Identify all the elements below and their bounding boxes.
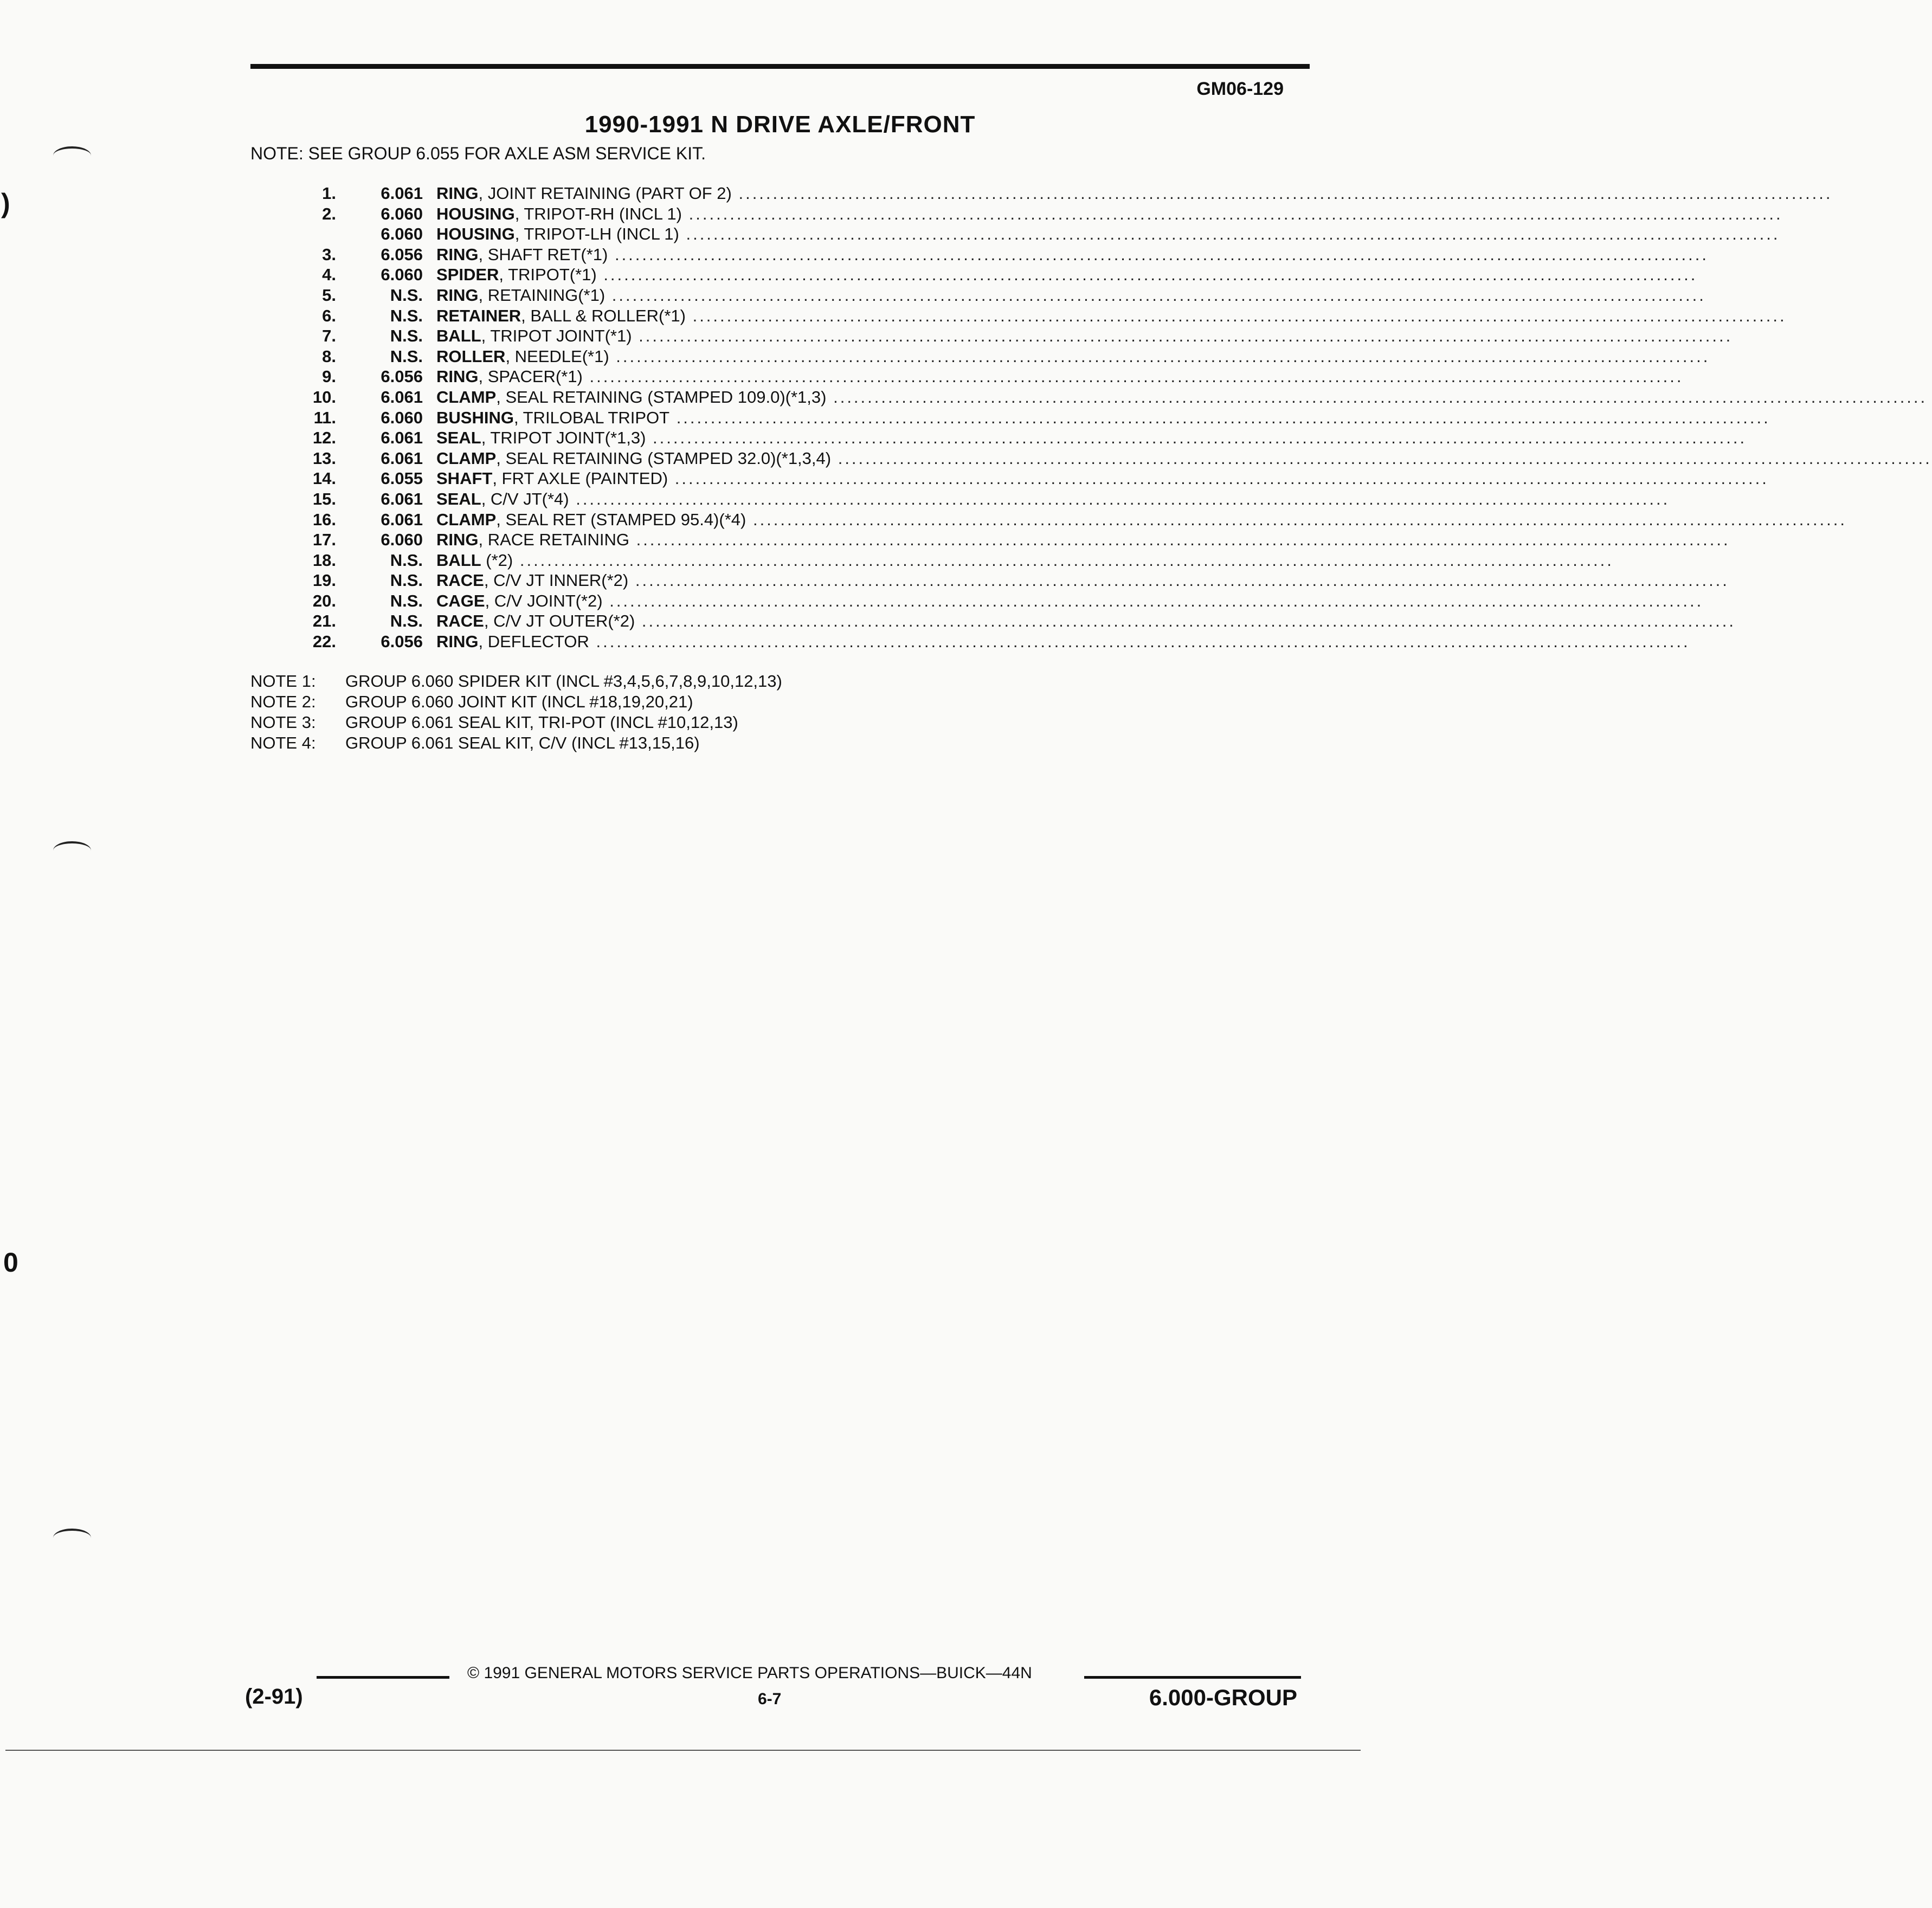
part-name: RACE — [436, 611, 484, 631]
part-group-code: N.S. — [390, 326, 423, 346]
dot-leader: ................................................................................................................................................................ — [605, 285, 1706, 305]
part-description — [436, 183, 1833, 204]
footer-copyright: © 1991 GENERAL MOTORS SERVICE PARTS OPERATIONS—BUICK—44N — [467, 1664, 1032, 1682]
dot-leader: ................................................................................................................................................................ — [669, 408, 1770, 427]
footnote-label: NOTE 3: — [250, 713, 316, 732]
dot-leader: ................................................................................................................................................................ — [831, 448, 1932, 468]
part-description — [436, 285, 1706, 306]
part-row — [282, 346, 1710, 367]
part-detail: , JOINT RETAINING (PART OF 2) — [478, 184, 732, 203]
part-number: 19. — [312, 571, 336, 590]
part-name: SHAFT — [436, 469, 493, 488]
part-name: CAGE — [436, 591, 485, 610]
part-description — [436, 265, 1698, 285]
part-number: 3. — [322, 244, 336, 264]
part-number: 15. — [312, 489, 336, 508]
dot-leader: ................................................................................................................................................................ — [629, 530, 1730, 550]
part-detail: , BALL & ROLLER(*1) — [521, 306, 686, 325]
dot-leader: ................................................................................................................................................................ — [582, 367, 1684, 386]
parts-list — [282, 183, 1932, 652]
part-description — [436, 408, 1770, 428]
footnote — [250, 712, 782, 733]
page-title: 1990-1991 N DRIVE AXLE/FRONT — [584, 111, 976, 138]
part-number: 18. — [312, 550, 336, 570]
part-description — [436, 244, 1709, 265]
dot-leader: ................................................................................................................................................................ — [746, 510, 1847, 529]
footer-date-code: (2-91) — [245, 1685, 303, 1709]
part-detail: , RACE RETAINING — [478, 530, 629, 550]
dot-leader: ................................................................................................................................................................ — [632, 326, 1733, 346]
part-group-code: N.S. — [390, 550, 423, 570]
part-description — [436, 387, 1928, 408]
part-group-code: 6.060 — [381, 204, 423, 223]
part-row — [282, 550, 1614, 571]
part-name: RING — [436, 530, 479, 550]
part-number: 17. — [312, 530, 336, 550]
part-row — [282, 244, 1709, 265]
part-row — [282, 326, 1733, 346]
bottom-rule — [5, 1750, 1361, 1751]
part-group-code: N.S. — [390, 611, 423, 631]
part-group-code: N.S. — [390, 346, 423, 366]
part-name: SPIDER — [436, 265, 499, 285]
dot-leader: ................................................................................................................................................................ — [602, 591, 1704, 610]
dot-leader: ................................................................................................................................................................ — [589, 632, 1690, 652]
part-number: 11. — [313, 408, 336, 427]
part-row — [282, 611, 1736, 631]
part-row — [282, 387, 1928, 408]
part-number: 4. — [322, 265, 336, 285]
margin-glyph-upper: ) — [1, 188, 10, 218]
part-group-code: 6.060 — [381, 265, 423, 285]
part-name: BUSHING — [436, 408, 514, 427]
part-description — [436, 468, 1769, 489]
dot-leader: ................................................................................................................................................................ — [569, 489, 1670, 508]
footer-page-number: 6-7 — [758, 1690, 782, 1708]
footnote-text: GROUP 6.060 JOINT KIT (INCL #18,19,20,21) — [345, 692, 693, 711]
part-number: 1. — [322, 184, 336, 203]
part-detail: , DEFLECTOR — [478, 632, 589, 652]
dot-leader: ................................................................................................................................................................ — [628, 571, 1729, 590]
part-detail: , RETAINING(*1) — [478, 285, 606, 305]
part-row — [282, 306, 1787, 326]
part-detail: , TRIPOT-LH (INCL 1) — [514, 224, 679, 244]
part-description — [436, 631, 1690, 652]
footnote-label: NOTE 4: — [250, 733, 316, 752]
part-description — [436, 366, 1684, 387]
part-name: CLAMP — [436, 448, 497, 468]
part-name: ROLLER — [436, 346, 506, 366]
part-row — [282, 224, 1780, 244]
dot-leader: ................................................................................................................................................................ — [731, 184, 1833, 203]
part-number: 21. — [312, 611, 336, 631]
part-group-code: 6.060 — [381, 530, 423, 550]
footnote-text: GROUP 6.060 SPIDER KIT (INCL #3,4,5,6,7,8,9,10,12,13) — [345, 672, 782, 691]
dot-leader: ................................................................................................................................................................ — [646, 428, 1747, 448]
part-detail: , TRIPOT-RH (INCL 1) — [514, 204, 682, 223]
part-name: RING — [436, 285, 479, 305]
footnote — [250, 671, 782, 692]
part-detail: , TRILOBAL TRIPOT — [513, 408, 670, 427]
part-number: 16. — [312, 510, 336, 529]
part-number: 2. — [322, 204, 336, 223]
footer-rule-left — [317, 1676, 449, 1679]
part-row — [282, 510, 1847, 530]
part-group-code: 6.056 — [381, 244, 423, 264]
part-name: RING — [436, 184, 479, 203]
dot-leader: ................................................................................................................................................................ — [685, 306, 1787, 325]
document-id: GM06-129 — [1196, 79, 1284, 99]
header-rule — [250, 64, 1310, 69]
part-detail: , FRT AXLE (PAINTED) — [492, 469, 668, 488]
part-description — [436, 530, 1730, 550]
dot-leader: ................................................................................................................................................................ — [679, 224, 1780, 244]
part-name: RING — [436, 632, 479, 652]
part-row — [282, 530, 1730, 550]
part-detail: , C/V JT OUTER(*2) — [484, 611, 635, 631]
footnote-label: NOTE 2: — [250, 692, 316, 711]
part-group-code: N.S. — [390, 285, 423, 305]
part-row — [282, 183, 1833, 204]
part-group-code: 6.060 — [381, 224, 423, 244]
part-detail: , SEAL RET (STAMPED 95.4)(*4) — [496, 510, 746, 529]
part-detail: , C/V JT(*4) — [481, 489, 569, 508]
dot-leader: ................................................................................................................................................................ — [596, 265, 1698, 285]
part-name: RING — [436, 367, 479, 386]
part-row — [282, 428, 1747, 448]
part-number: 20. — [312, 591, 336, 610]
part-detail: , C/V JT INNER(*2) — [484, 571, 629, 590]
part-detail: , NEEDLE(*1) — [505, 346, 609, 366]
part-group-code: 6.061 — [381, 428, 423, 448]
part-number: 12. — [312, 428, 336, 448]
part-number: 6. — [322, 306, 336, 325]
part-group-code: 6.061 — [381, 510, 423, 529]
part-description — [436, 448, 1932, 469]
part-detail: , SEAL RETAINING (STAMPED 32.0)(*1,3,4) — [496, 448, 832, 468]
part-name: CLAMP — [436, 510, 497, 529]
part-group-code: 6.055 — [381, 469, 423, 488]
part-detail: , TRIPOT(*1) — [499, 265, 597, 285]
part-number: 13. — [312, 448, 336, 468]
part-name: RETAINER — [436, 306, 521, 325]
part-description — [436, 224, 1780, 244]
part-name: CLAMP — [436, 387, 497, 407]
part-group-code: 6.061 — [381, 184, 423, 203]
part-description — [436, 428, 1747, 448]
header-note: NOTE: SEE GROUP 6.055 FOR AXLE ASM SERVICE KIT. — [250, 144, 706, 163]
part-description — [436, 591, 1704, 611]
part-row — [282, 265, 1698, 285]
footnote — [250, 733, 782, 753]
part-number: 8. — [322, 346, 336, 366]
binder-hole-mark — [53, 841, 91, 860]
margin-glyph-middle: 0 — [3, 1247, 18, 1278]
part-description — [436, 570, 1729, 591]
part-name: HOUSING — [436, 204, 515, 223]
part-detail: , SEAL RETAINING (STAMPED 109.0)(*1,3) — [496, 387, 827, 407]
dot-leader: ................................................................................................................................................................ — [682, 204, 1783, 223]
part-name: BALL — [436, 326, 481, 346]
footnote-label: NOTE 1: — [250, 672, 316, 691]
part-name: BALL — [436, 550, 481, 570]
part-group-code: 6.060 — [381, 408, 423, 427]
part-detail: , SPACER(*1) — [478, 367, 583, 386]
part-group-code: 6.056 — [381, 632, 423, 652]
part-description — [436, 306, 1787, 326]
part-row — [282, 468, 1769, 489]
part-description — [436, 326, 1733, 346]
part-group-code: 6.056 — [381, 367, 423, 386]
part-description — [436, 550, 1614, 571]
part-name: RACE — [436, 571, 484, 590]
part-row — [282, 570, 1729, 591]
part-row — [282, 489, 1670, 510]
part-number: 14. — [312, 469, 336, 488]
dot-leader: ................................................................................................................................................................ — [635, 611, 1736, 631]
part-detail: , TRIPOT JOINT(*1,3) — [481, 428, 646, 448]
part-name: SEAL — [436, 489, 481, 508]
footnote-text: GROUP 6.061 SEAL KIT, C/V (INCL #13,15,16) — [345, 733, 700, 752]
part-name: SEAL — [436, 428, 481, 448]
part-number: 5. — [322, 285, 336, 305]
part-description — [436, 204, 1783, 224]
part-detail: , C/V JOINT(*2) — [485, 591, 603, 610]
footnote-text: GROUP 6.061 SEAL KIT, TRI-POT (INCL #10,12,13) — [345, 713, 738, 732]
part-row — [282, 204, 1783, 224]
part-row — [282, 408, 1770, 428]
part-group-code: 6.061 — [381, 489, 423, 508]
footer-group-label: 6.000-GROUP — [1149, 1685, 1297, 1710]
notes-list — [250, 671, 782, 753]
dot-leader: ................................................................................................................................................................ — [668, 469, 1769, 488]
part-row — [282, 448, 1932, 469]
footer-rule-right — [1084, 1676, 1301, 1679]
part-row — [282, 285, 1706, 306]
part-description — [436, 510, 1847, 530]
part-description — [436, 346, 1710, 367]
part-number: 9. — [322, 367, 336, 386]
footnote — [250, 692, 782, 712]
part-description — [436, 611, 1736, 631]
part-detail: , TRIPOT JOINT(*1) — [481, 326, 632, 346]
part-group-code: 6.061 — [381, 387, 423, 407]
part-group-code: N.S. — [390, 571, 423, 590]
part-detail: (*2) — [481, 550, 513, 570]
binder-hole-mark — [53, 146, 91, 165]
part-group-code: 6.061 — [381, 448, 423, 468]
dot-leader: ................................................................................................................................................................ — [609, 346, 1710, 366]
part-name: HOUSING — [436, 224, 515, 244]
part-name: RING — [436, 244, 479, 264]
part-detail: , SHAFT RET(*1) — [478, 244, 608, 264]
part-number: 10. — [312, 387, 336, 407]
part-number: 7. — [322, 326, 336, 346]
dot-leader: ................................................................................................................................................................ — [513, 550, 1614, 570]
part-description — [436, 489, 1670, 510]
part-row — [282, 631, 1690, 652]
part-row — [282, 366, 1684, 387]
part-group-code: N.S. — [390, 306, 423, 325]
dot-leader: ................................................................................................................................................................ — [608, 244, 1709, 264]
part-row — [282, 591, 1704, 611]
part-number: 22. — [312, 632, 336, 652]
part-group-code: N.S. — [390, 591, 423, 610]
binder-hole-mark — [53, 1529, 91, 1547]
dot-leader: ................................................................................................................................................................ — [826, 387, 1928, 407]
